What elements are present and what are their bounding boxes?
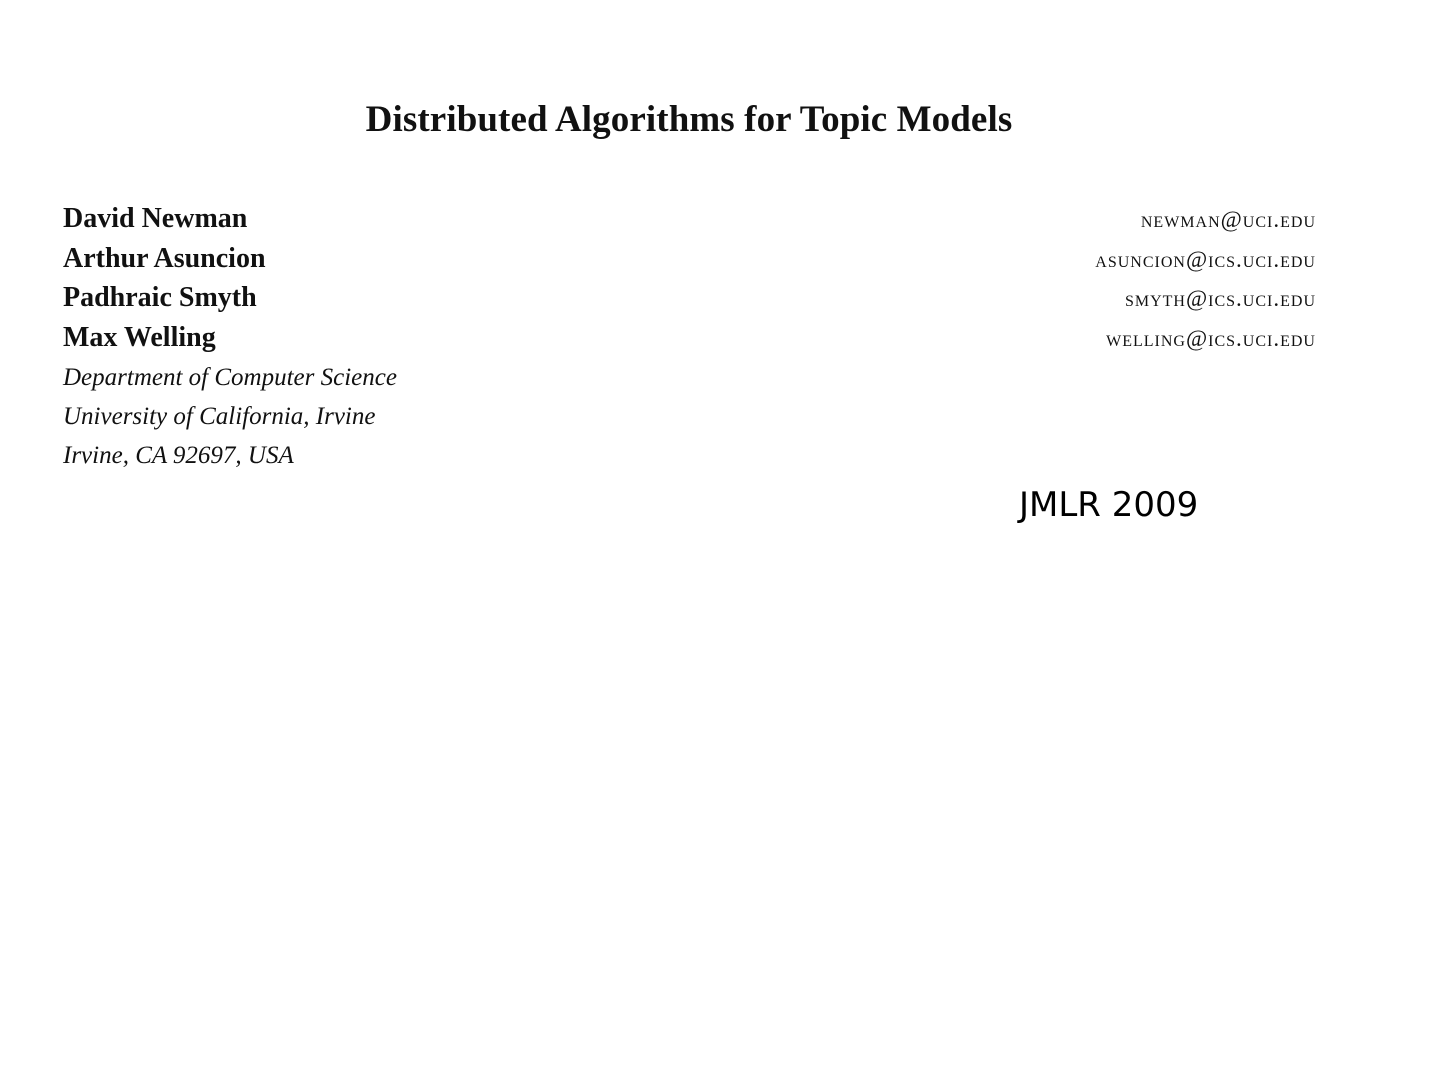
venue-label: JMLR 2009 [1019,485,1199,525]
affiliation-block [63,358,397,476]
author-email: welling@ics.uci.edu [1106,325,1316,351]
author-email-list [1095,199,1316,357]
affiliation-university: University of California, Irvine [63,403,376,431]
affiliation-address: Irvine, CA 92697, USA [63,442,294,470]
author-name: Padhraic Smyth [63,282,257,313]
paper-title: Distributed Algorithms for Topic Models [365,99,1013,140]
author-name: David Newman [63,203,248,234]
author-email: newman@uci.edu [1140,207,1316,232]
author-email: asuncion@ics.uci.edu [1095,246,1316,272]
author-email: smyth@ics.uci.edu [1124,286,1316,311]
author-list [63,199,266,357]
affiliation-department: Department of Computer Science [63,364,397,391]
author-name: Arthur Asuncion [63,242,266,274]
author-name: Max Welling [63,321,216,353]
